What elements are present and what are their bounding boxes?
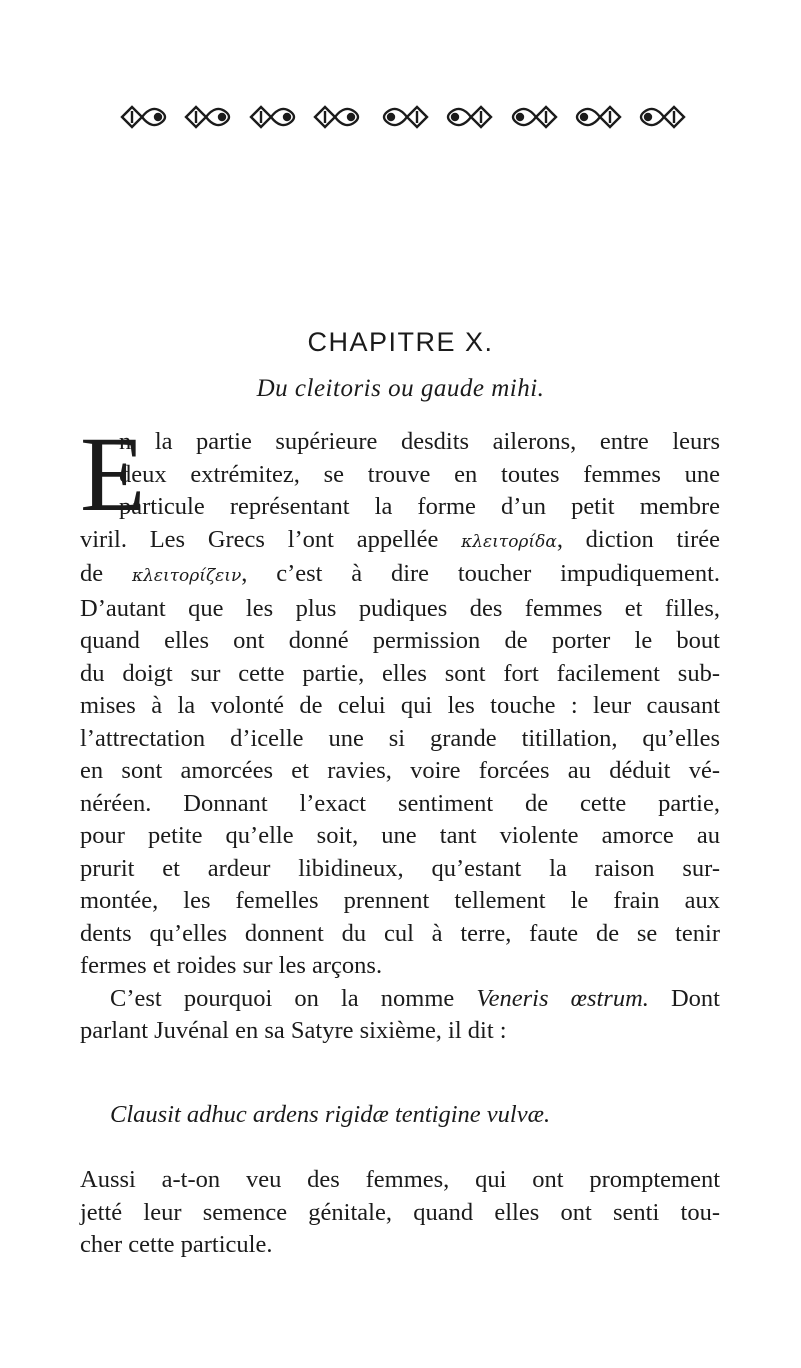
text-line: mises à la volonté de celui qui les touche : leur causant — [80, 692, 720, 719]
latin-quote: Clausit adhuc ardens rigidæ tentigine vulvæ. — [110, 1101, 551, 1128]
text-line: dents qu’elles donnent du cul à terre, faute de se tenir — [80, 919, 720, 947]
fleuron-icon — [182, 100, 238, 134]
ornament-band — [118, 100, 688, 134]
fleuron-icon — [311, 100, 367, 134]
body-paragraph — [80, 416, 721, 1048]
fleuron-icon — [375, 100, 431, 134]
text-line: fermes et roides sur les arçons. — [80, 952, 383, 979]
text-segment: , c’est à dire toucher impudiquement. — [241, 560, 721, 587]
text-line: particule représentant la forme d’un petit membre — [119, 493, 720, 520]
text-line: l’attrectation d’icelle une si grande titillation, qu’elles — [80, 724, 720, 752]
text-line — [80, 524, 720, 559]
text-line: quand elles ont donné permission de porter le bout — [80, 627, 720, 654]
greek-word: κλειτορίζειν — [131, 566, 242, 586]
text-line: du doigt sur cette partie, elles sont fort facilement sub- — [80, 659, 720, 687]
chapter-title: CHAPITRE X. — [307, 327, 494, 357]
text-segment: Dont — [648, 984, 720, 1012]
text-line: cher cette particule. — [80, 1231, 273, 1258]
fleuron-icon — [439, 100, 495, 134]
fleuron-icon — [247, 100, 303, 134]
text-segment: viril. Les Grecs l’ont appellée — [80, 525, 462, 553]
text-line: jetté leur semence génitale, quand elles ont senti tou- — [80, 1198, 720, 1226]
text-line — [80, 558, 720, 593]
text-line: montée, les femelles prennent tellement le frain aux — [80, 887, 720, 914]
fleuron-icon — [504, 100, 560, 134]
text-segment: C’est pourquoi on la nomme — [110, 984, 477, 1012]
latin-phrase: Veneris œstrum. — [476, 984, 649, 1012]
text-segment: de — [80, 560, 132, 587]
text-line: parlant Juvénal en sa Satyre sixième, il dit : — [80, 1017, 507, 1044]
greek-word: κλειτορίδα — [461, 531, 557, 552]
text-line: prurit et ardeur libidineux, qu’estant la raison sur- — [80, 854, 720, 882]
fleuron-icon — [632, 100, 688, 134]
closing-paragraph — [80, 1164, 720, 1262]
fleuron-icon — [568, 100, 624, 134]
text-line — [80, 983, 720, 1016]
text-segment: , diction tirée — [556, 525, 720, 553]
fleuron-icon — [118, 100, 174, 134]
chapter-subtitle: Du cleitoris ou gaude mihi. — [256, 375, 545, 402]
text-line: deux extrémitez, se trouve en toutes femmes une — [119, 460, 720, 488]
text-line: Aussi a-t-on veu des femmes, qui ont promptement — [80, 1166, 720, 1193]
text-line: D’autant que les plus pudiques des femmes et filles, — [80, 594, 720, 622]
text-line: néréen. Donnant l’exact sentiment de cette partie, — [80, 789, 720, 817]
drop-cap: E — [80, 416, 146, 534]
dropcap-block — [80, 416, 720, 534]
text-line: n la partie supérieure desdits ailerons, entre leurs — [119, 428, 720, 455]
text-line: en sont amorcées et ravies, voire forcées au déduit vé- — [80, 757, 720, 784]
text-line: pour petite qu’elle soit, une tant violente amorce au — [80, 822, 720, 849]
